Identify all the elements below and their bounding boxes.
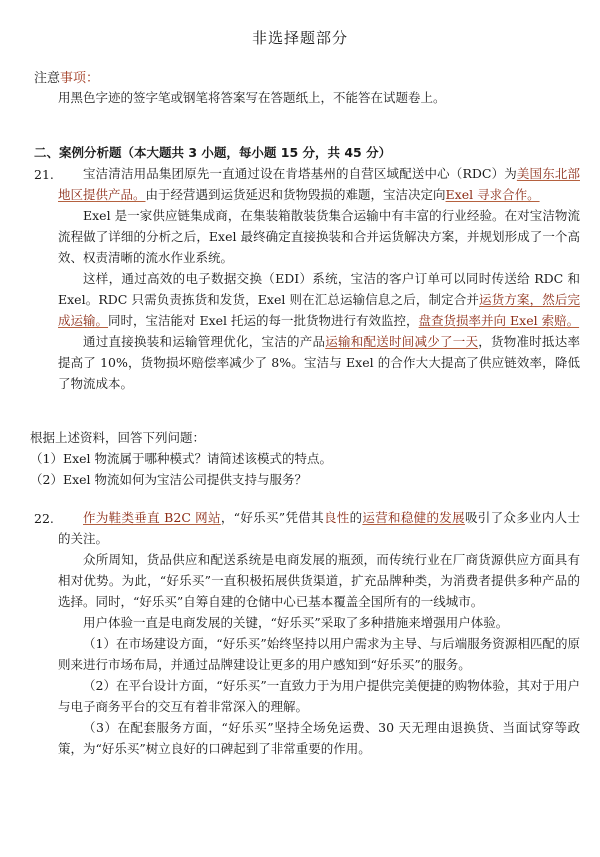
q21-p4-c: ，货物准时抵达率提高了 10%，货物损坏赔偿率减少了 8%。宝洁与 Exel 的合作大大提高了供应链效率，降低了物流成本。 [58, 334, 580, 391]
q21-p1-marked: 美国东北部地区提供产品。 [58, 166, 580, 202]
q21-p1-c: 由于经营遇到运货延迟和货物毁损的难题，宝洁决定向 [145, 187, 446, 202]
q21-paragraph-2: Exel 是一家供应链集成商，在集装箱散装货集合运输中有丰富的行业经验。在对宝洁物流流程做了详细的分析之后，Exel 最终确定直接换装和合并运货解决方案，并规划形成了一个高效、权责清晰的流水作业系统。 [58, 208, 580, 265]
notice-text: 用黑色字迹的签字笔或钢笔将答案写在答题纸上，不能答在试题卷上。 [58, 90, 446, 105]
q21-p1-a: 宝洁清洁用品集团原先一直通过设在肯塔基州的自营区域配送中心（RDC）为 [83, 166, 517, 181]
q21-paragraph-1 [58, 163, 580, 205]
q21-paragraph-4 [58, 331, 580, 394]
q21-prompt: 根据上述资料，回答下列问题： [30, 430, 206, 445]
q21-p3-marked-2: 盘查货损率并向 Exel 索赔。 [418, 313, 580, 328]
q21-p4-a: 通过直接换装和运输管理优化，宝洁的产品 [83, 334, 326, 349]
q21-sub-question-1: （1）Exel 物流属于哪种模式？请简述该模式的特点。 [30, 451, 332, 466]
q21-p3-marked: 运货方案，然后完成运输。 [58, 292, 580, 328]
notice-label-a: 注意 [34, 71, 61, 86]
notice-label [34, 67, 99, 86]
q21-sub-question-2: （2）Exel 物流如何为宝洁公司提供支持与服务？ [30, 472, 307, 487]
section-heading: 二、案例分析题（本大题共 3 小题，每小题 15 分，共 45 分） [34, 145, 392, 160]
q21-p4-marked: 运输和配送时间减少了一天 [325, 334, 479, 349]
q22-p1-d: 的 [349, 510, 363, 525]
question-22-body [58, 507, 580, 759]
q22-paragraph-3: 用户体验一直是电商发展的关键，“好乐买”采取了多种措施来增强用户体验。 [83, 615, 509, 630]
page-title: 非选择题部分 [251, 29, 348, 47]
q21-p1-marked-2: Exel 寻求合作。 [445, 187, 540, 202]
notice-label-b: 事项： [60, 71, 100, 86]
q22-paragraph-2: 众所周知，货品供应和配送系统是电商发展的瓶颈，而传统行业在厂商货源供应方面具有相对优势。为此，“好乐买”一直积极拓展供货渠道，扩充品牌种类，为消费者提供多种产品的选择。同时，“好乐买”自筹自建的仓储中心已基本覆盖全国所有的一线城市。 [58, 552, 580, 609]
q21-paragraph-3 [58, 268, 580, 331]
question-21-body [58, 163, 580, 394]
q22-p1-c: 良性 [323, 510, 350, 525]
question-21-number: 21. [34, 167, 54, 182]
question-22-number: 22. [34, 511, 54, 526]
q21-p3-c: 同时，宝洁能对 Exel 托运的每一批货物进行有效监控， [108, 313, 419, 328]
q22-paragraph-1 [58, 507, 580, 549]
q22-paragraph-5: （2）在平台设计方面，“好乐买”一直致力于为用户提供完美便捷的购物体验，其对于用户与电子商务平台的交互有着非常深入的理解。 [58, 678, 580, 714]
q22-p1-marked-2: 运营和稳健的发展 [362, 510, 465, 525]
q22-p1-marked: 作为鞋类垂直 B2C 网站 [83, 510, 221, 525]
question-21-prompts [30, 427, 580, 490]
q22-p1-f: 吸引了众多业内人士的关注。 [58, 510, 580, 546]
q22-paragraph-6: （3）在配套服务方面，“好乐买”坚持全场免运费、30 天无理由退换货、当面试穿等政策，为“好乐买”树立良好的口碑起到了非常重要的作用。 [58, 720, 580, 756]
q22-paragraph-4: （1）在市场建设方面，“好乐买”始终坚持以用户需求为主导、与后端服务资源相匹配的原则来进行市场布局，并通过品牌建设让更多的用户感知到“好乐买”的服务。 [58, 636, 580, 672]
q21-p3-a: 这样，通过高效的电子数据交换（EDI）系统，宝洁的客户订单可以同时传送给 RDC 和 Exel。RDC 只需负责拣货和发货，Exel 则在汇总运输信息之后，制定合并 [58, 271, 580, 307]
q22-p1-b: ，“好乐买”凭借其 [220, 510, 324, 525]
